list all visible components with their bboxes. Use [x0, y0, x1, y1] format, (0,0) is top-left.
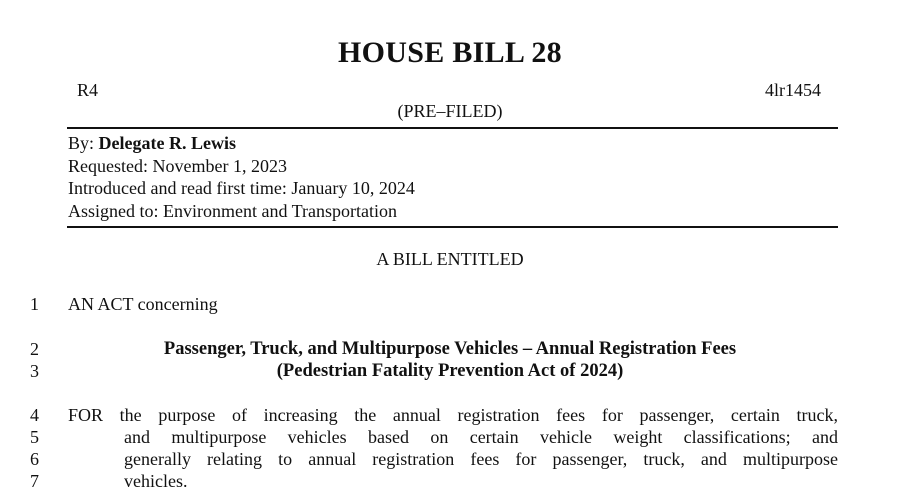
subject-code: R4: [77, 80, 99, 100]
act-concerning: AN ACT concerning: [68, 294, 218, 314]
sponsor-line: [68, 133, 236, 154]
line-number: 1: [30, 294, 39, 314]
line-number: 5: [30, 427, 39, 447]
line-number: 7: [30, 471, 39, 491]
short-title-line-1: Passenger, Truck, and Multipurpose Vehicles – Annual Registration Fees: [163, 339, 737, 359]
sponsor-name: Delegate R. Lewis: [98, 133, 236, 153]
line-number: 2: [30, 339, 39, 359]
introduced-date: Introduced and read first time: January 10, 2024: [68, 178, 415, 198]
purpose-line: generally relating to annual registration fees for passenger, truck, and multipurpose: [124, 449, 838, 469]
assigned-committee: Assigned to: Environment and Transportation: [68, 201, 397, 221]
prefiled-label: (PRE–FILED): [397, 101, 503, 121]
bottom-divider: [67, 226, 838, 228]
line-number: 6: [30, 449, 39, 469]
bill-entitled-heading: A BILL ENTITLED: [376, 249, 524, 269]
requested-date: Requested: November 1, 2023: [68, 156, 287, 176]
purpose-line: vehicles.: [124, 471, 188, 491]
line-number: 4: [30, 405, 39, 425]
purpose-line: and multipurpose vehicles based on certain vehicle weight classifications; and: [124, 427, 838, 447]
top-divider: [67, 127, 838, 129]
line-number: 3: [30, 361, 39, 381]
purpose-line: FOR the purpose of increasing the annual registration fees for passenger, certain truck,: [68, 405, 838, 425]
drafting-code: 4lr1454: [765, 80, 821, 100]
short-title-line-2: (Pedestrian Fatality Prevention Act of 2024): [276, 361, 624, 381]
by-prefix: By:: [68, 133, 99, 153]
bill-title: HOUSE BILL 28: [338, 36, 562, 69]
